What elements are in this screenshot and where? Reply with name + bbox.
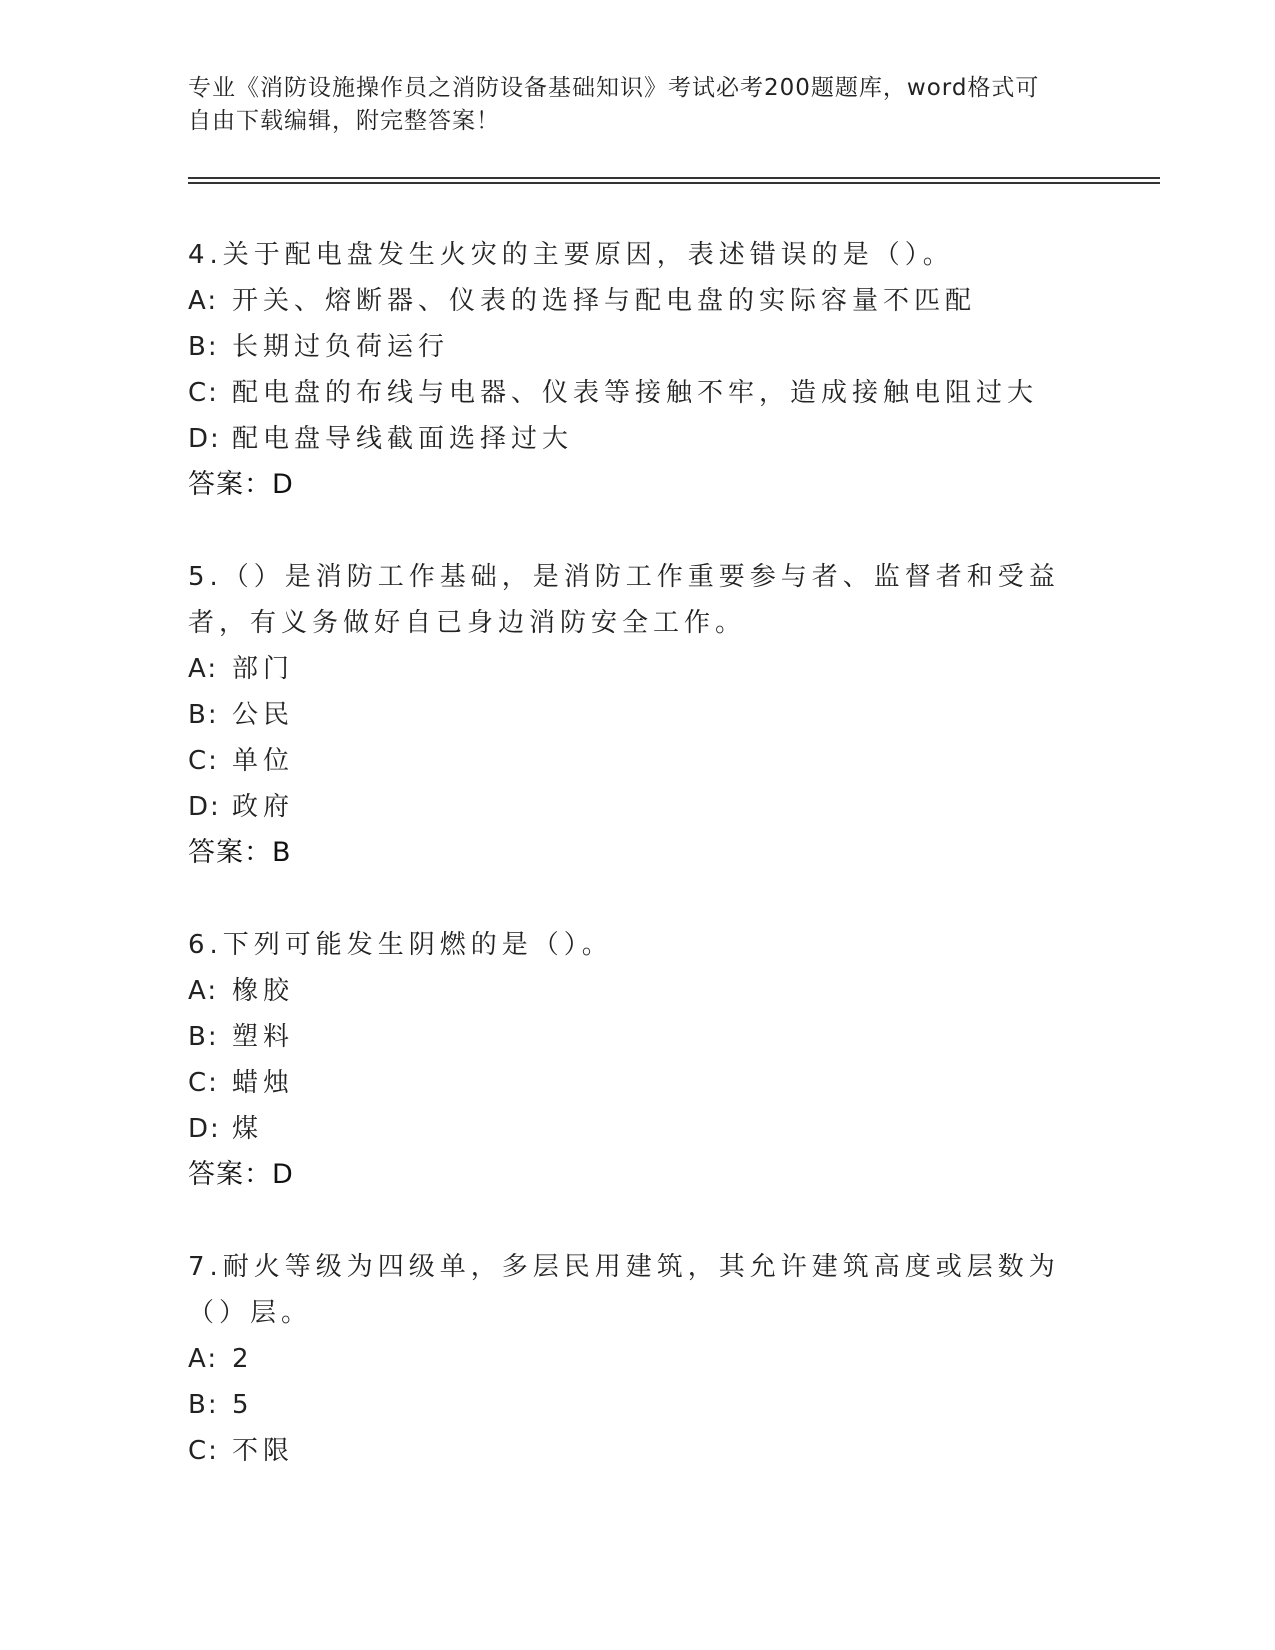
option-text: 长期过负荷运行: [232, 332, 450, 362]
option-b: [188, 692, 1088, 738]
option-key: A:: [188, 286, 219, 316]
option-key: B:: [188, 1022, 219, 1052]
option-key: A:: [188, 976, 219, 1006]
option-key: C:: [188, 378, 219, 408]
option-a: [188, 646, 1088, 692]
question-text: 6.下列可能发生阴燃的是（）。: [188, 930, 613, 960]
answer: 答案：B: [188, 837, 292, 868]
option-d: [188, 784, 1088, 830]
option-key: A:: [188, 1344, 219, 1374]
question-text: 7.耐火等级为四级单，多层民用建筑，其允许建筑高度或层数为（）层。: [188, 1252, 1060, 1328]
option-b: [188, 324, 1088, 370]
option-key: D:: [188, 792, 221, 822]
option-d: [188, 416, 1088, 462]
option-key: B:: [188, 1390, 219, 1420]
option-key: C:: [188, 1068, 219, 1098]
header-divider-top: [188, 177, 1160, 179]
option-text: 开关、熔断器、仪表的选择与配电盘的实际容量不匹配: [232, 286, 977, 316]
option-c: [188, 370, 1088, 416]
option-text: 单位: [232, 746, 295, 776]
option-b: [188, 1382, 1088, 1428]
option-text: 政府: [232, 792, 295, 822]
document-header: [188, 72, 1068, 138]
option-key: D:: [188, 424, 221, 454]
header-line-2: 自由下载编辑，附完整答案！: [188, 108, 500, 134]
option-key: D:: [188, 1114, 221, 1144]
option-key: A:: [188, 654, 219, 684]
option-a: [188, 968, 1088, 1014]
header-line-1: 专业《消防设施操作员之消防设备基础知识》考试必考200题题库，word格式可: [188, 75, 1040, 101]
option-text: 橡胶: [232, 976, 295, 1006]
option-text: 部门: [232, 654, 295, 684]
option-text: 蜡烛: [232, 1068, 295, 1098]
answer: 答案：D: [188, 1159, 294, 1190]
option-text: 公民: [232, 700, 295, 730]
option-key: C:: [188, 746, 219, 776]
question-list: [188, 232, 1088, 1520]
question-7: [188, 1244, 1088, 1474]
option-c: [188, 1060, 1088, 1106]
option-c: [188, 738, 1088, 784]
question-4: [188, 232, 1088, 508]
option-d: [188, 1106, 1088, 1152]
option-text: 不限: [232, 1436, 295, 1466]
option-text: 塑料: [232, 1022, 295, 1052]
option-a: [188, 278, 1088, 324]
question-6: [188, 922, 1088, 1198]
option-b: [188, 1014, 1088, 1060]
option-key: B:: [188, 700, 219, 730]
option-key: C:: [188, 1436, 219, 1466]
option-a: [188, 1336, 1088, 1382]
option-text: 配电盘导线截面选择过大: [232, 424, 574, 454]
answer: 答案：D: [188, 469, 294, 500]
option-key: B:: [188, 332, 219, 362]
option-text: 配电盘的布线与电器、仪表等接触不牢，造成接触电阻过大: [232, 378, 1039, 408]
option-text: 2: [232, 1344, 254, 1374]
question-text: 5.（）是消防工作基础，是消防工作重要参与者、监督者和受益者，有义务做好自已身边消防安全工作。: [188, 562, 1060, 638]
option-c: [188, 1428, 1088, 1474]
option-text: 煤: [232, 1114, 264, 1144]
header-divider-bottom: [188, 182, 1160, 184]
question-5: [188, 554, 1088, 876]
question-text: 4.关于配电盘发生火灾的主要原因，表述错误的是（）。: [188, 240, 954, 270]
option-text: 5: [232, 1390, 254, 1420]
